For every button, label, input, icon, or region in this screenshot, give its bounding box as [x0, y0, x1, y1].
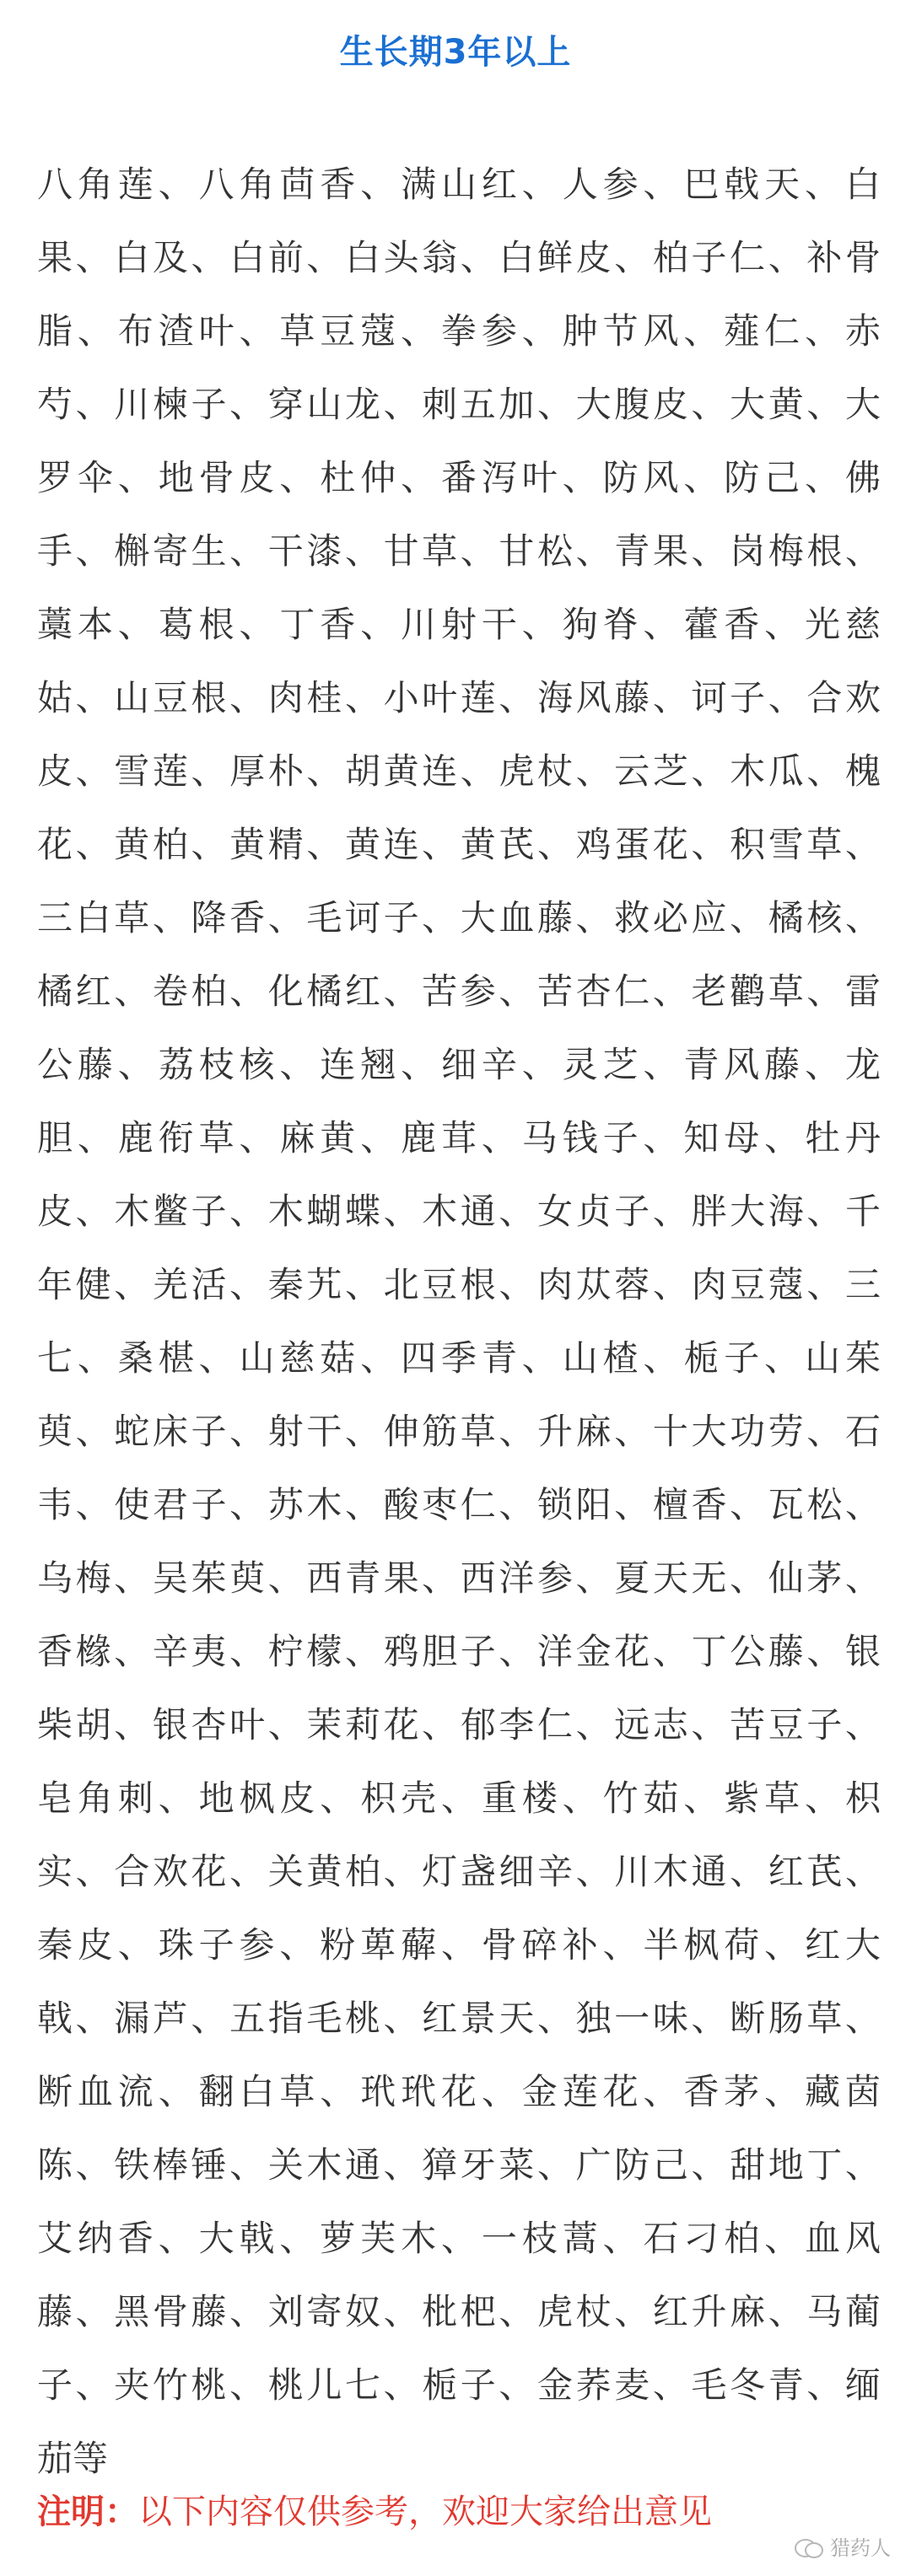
text-line: 陈、铁棒锤、关木通、獐牙菜、广防己、甜地丁、 [37, 2144, 881, 2186]
page-title: 生长期3年以上 [339, 33, 572, 72]
text-line: 子、夹竹桃、桃儿七、栀子、金荞麦、毛冬青、缅 [37, 2364, 881, 2406]
text-line: 花、黄柏、黄精、黄连、黄芪、鸡蛋花、积雪草、 [37, 824, 881, 865]
text-line: 芍、川楝子、穿山龙、刺五加、大腹皮、大黄、大 [37, 384, 881, 425]
herb-list [37, 160, 881, 2508]
text-line: 年健、羌活、秦艽、北豆根、肉苁蓉、肉豆蔻、三 [37, 1264, 881, 1305]
text-line: 三白草、降香、毛诃子、大血藤、救必应、橘核、 [37, 897, 881, 938]
text-line: 柴胡、银杏叶、茉莉花、郁李仁、远志、苦豆子、 [37, 1704, 881, 1745]
text-line: 断血流、翻白草、玳玳花、金莲花、香茅、藏茵 [37, 2071, 881, 2112]
note-label: 注明： [37, 2493, 138, 2531]
text-line: 秦皮、珠子参、粉萆薢、骨碎补、半枫荷、红大 [37, 1924, 881, 1966]
text-line: 皮、木鳖子、木蝴蝶、木通、女贞子、胖大海、千 [37, 1191, 881, 1232]
text-line: 脂、布渣叶、草豆蔻、拳参、肿节风、薤仁、赤 [37, 310, 881, 352]
text-line: 果、白及、白前、白头翁、白鲜皮、柏子仁、补骨 [37, 237, 881, 278]
text-line: 乌梅、吴茱萸、西青果、西洋参、夏天无、仙茅、 [37, 1557, 881, 1599]
text-line: 萸、蛇床子、射干、伸筋草、升麻、十大功劳、石 [37, 1411, 881, 1452]
wechat-icon [795, 2536, 823, 2557]
text-line: 皂角刺、地枫皮、枳壳、重楼、竹茹、紫草、枳 [37, 1777, 881, 1819]
text-line: 八角莲、八角茴香、满山红、人参、巴戟天、白 [37, 164, 881, 205]
text-line: 皮、雪莲、厚朴、胡黄连、虎杖、云芝、木瓜、槐 [37, 750, 881, 792]
text-line: 戟、漏芦、五指毛桃、红景天、独一味、断肠草、 [37, 1998, 881, 2039]
text-line: 姑、山豆根、肉桂、小叶莲、海风藤、诃子、合欢 [37, 677, 881, 718]
text-line: 香橼、辛夷、柠檬、鸦胆子、洋金花、丁公藤、银 [37, 1631, 881, 1672]
text-line: 手、槲寄生、干漆、甘草、甘松、青果、岗梅根、 [37, 530, 881, 572]
text-line: 公藤、荔枝核、连翘、细辛、灵芝、青风藤、龙 [37, 1044, 881, 1085]
text-line: 七、桑椹、山慈菇、四季青、山楂、栀子、山茱 [37, 1337, 881, 1379]
text-line: 藁本、葛根、丁香、川射干、狗脊、藿香、光慈 [37, 604, 881, 645]
note [37, 2487, 712, 2536]
text-line: 实、合欢花、关黄柏、灯盏细辛、川木通、红芪、 [37, 1851, 881, 1892]
text-line: 藤、黑骨藤、刘寄奴、枇杷、虎杖、红升麻、马蔺 [37, 2291, 881, 2332]
text-line: 艾纳香、大戟、萝芙木、一枝蒿、石刁柏、血风 [37, 2218, 881, 2259]
text-line: 罗伞、地骨皮、杜仲、番泻叶、防风、防己、佛 [37, 457, 881, 498]
note-text: 以下内容仅供参考，欢迎大家给出意见 [138, 2493, 712, 2531]
text-line: 胆、鹿衔草、麻黄、鹿茸、马钱子、知母、牡丹 [37, 1117, 881, 1159]
text-line: 茄等 [37, 2438, 109, 2479]
watermark [795, 2531, 891, 2561]
text-line: 韦、使君子、苏木、酸枣仁、锁阳、檀香、瓦松、 [37, 1484, 881, 1525]
text-line: 橘红、卷柏、化橘红、苦参、苦杏仁、老鹳草、雷 [37, 971, 881, 1012]
watermark-text: 猎药人 [830, 2536, 891, 2560]
